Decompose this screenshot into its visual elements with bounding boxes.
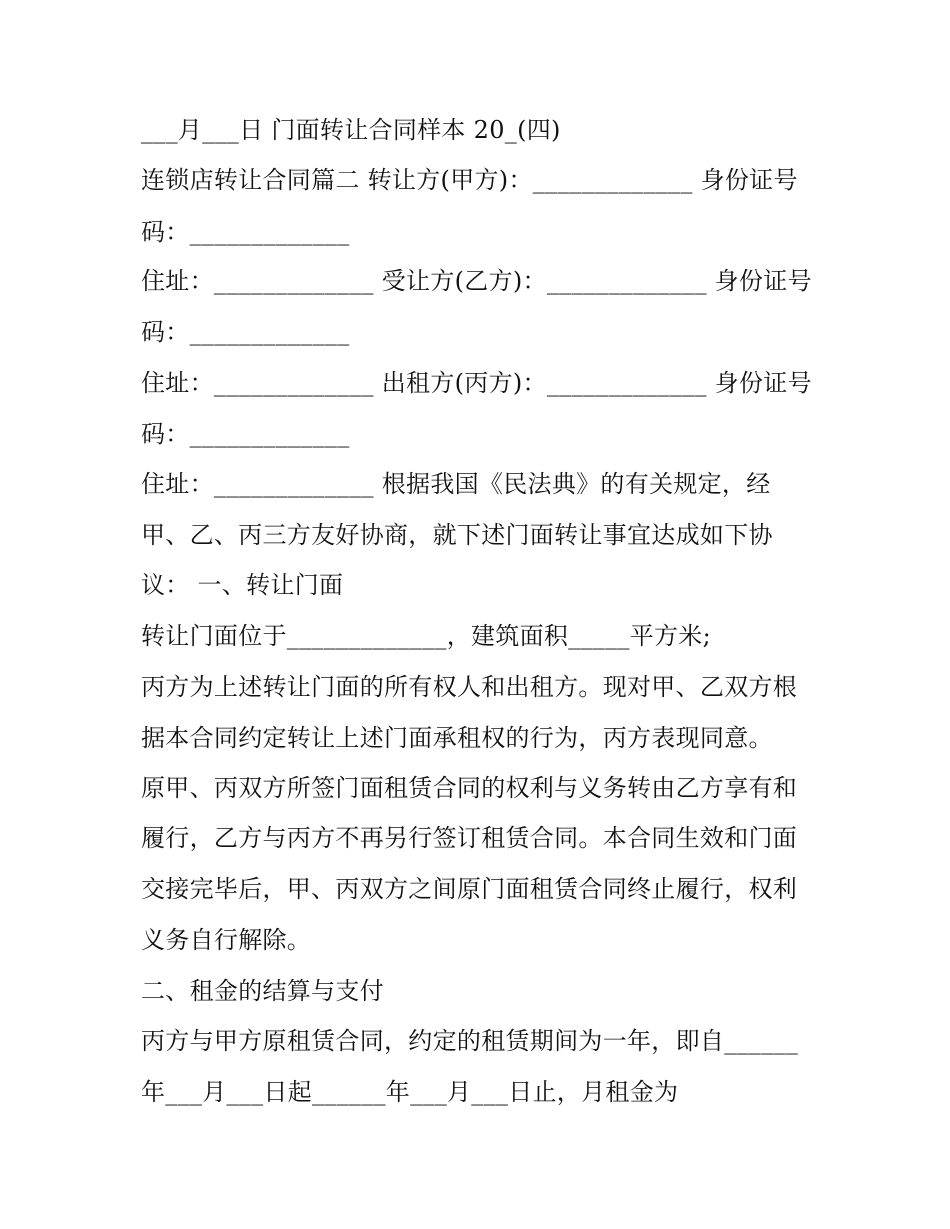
text-line-4: 住址：_____________ 受让方(乙方)：_____________ 身份证号 (141, 267, 812, 295)
text-line-12: 丙方为上述转让门面的所有权人和出租方。现对甲、乙双方根 (141, 673, 798, 701)
text-line-15: 履行，乙方与丙方不再另行签订租赁合同。本合同生效和门面 (141, 824, 798, 852)
text-line-6: 住址：_____________ 出租方(丙方)：_____________ 身份证号 (141, 369, 812, 397)
text-line-2: 连锁店转让合同篇二 转让方(甲方)：_____________ 身份证号 (141, 166, 798, 194)
text-line-11: 转让门面位于_____________，建筑面积_____平方米; (141, 622, 711, 650)
text-line-8: 住址：_____________ 根据我国《民法典》的有关规定，经 (141, 470, 771, 498)
text-line-18: 二、租金的结算与支付 (141, 977, 384, 1005)
text-line-13: 据本合同约定转让上述门面承租权的行为，丙方表现同意。 (141, 724, 773, 752)
text-line-14: 原甲、丙双方所签门面租赁合同的权利与义务转由乙方享有和 (141, 774, 798, 802)
text-line-9: 甲、乙、丙三方友好协商，就下述门面转让事宜达成如下协 (141, 521, 773, 549)
text-line-1: ___月___日 门面转让合同样本 20_(四) (141, 116, 561, 144)
text-line-16: 交接完毕后，甲、丙双方之间原门面租赁合同终止履行，权利 (141, 875, 798, 903)
text-line-10: 议： 一、转让门面 (141, 571, 344, 599)
text-line-17: 义务自行解除。 (141, 926, 312, 954)
text-line-3: 码：_____________ (141, 218, 350, 246)
text-line-19: 丙方与甲方原租赁合同，约定的租赁期间为一年，即自______ (141, 1027, 798, 1055)
text-line-5: 码：_____________ (141, 318, 350, 346)
text-line-20: 年___月___日起______年___月___日止，月租金为 (141, 1078, 679, 1106)
text-line-7: 码：_____________ (141, 420, 350, 448)
